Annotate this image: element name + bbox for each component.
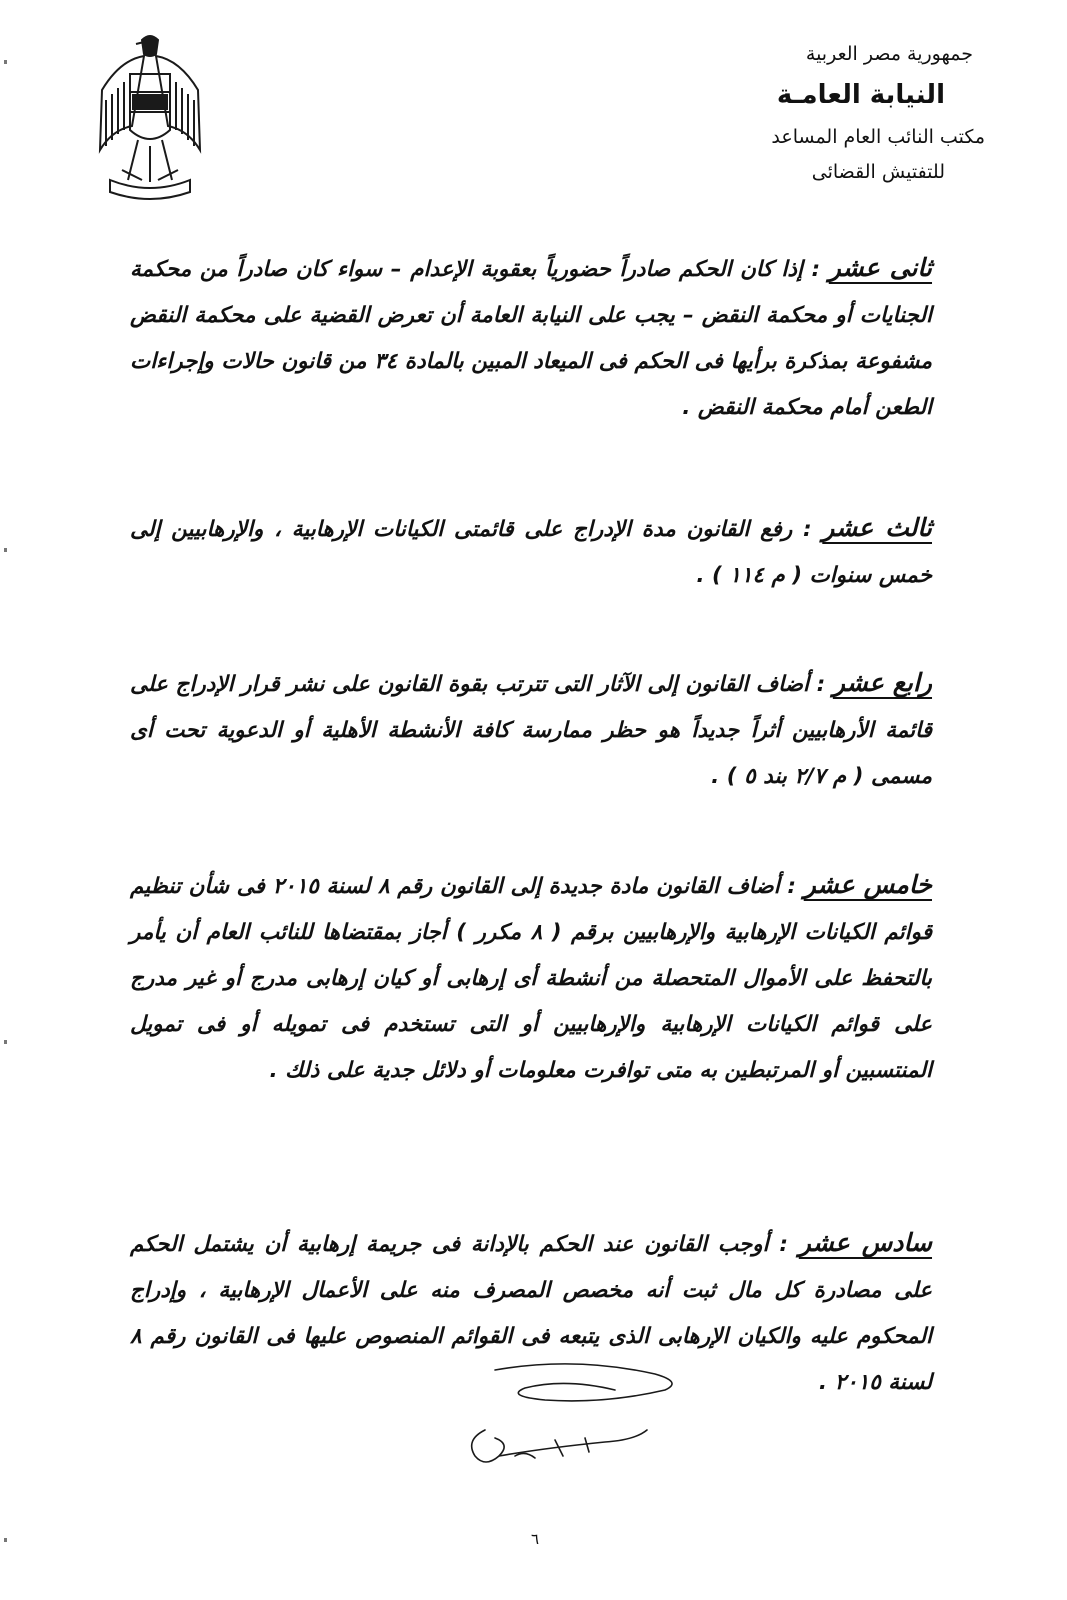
paragraph-thirteenth [130,505,932,599]
scan-mark [4,1538,7,1542]
subdepartment-name: للتفتيش القضائى [811,161,945,183]
paragraph-lead: ثالث عشر [822,513,932,542]
paragraph-lead: رابع عشر [832,668,933,697]
scan-mark [4,60,7,64]
paragraph-twelfth [130,245,932,431]
paragraph-lead: سادس عشر [798,1228,933,1257]
paragraph-text: : رفع القانون مدة الإدراج على قائمتى الكيانات الإرهابية ، والإرهابيين إلى خمس سنوات ( م ١١٤ ) . [130,517,932,588]
country-name: جمهورية مصر العربية [805,43,973,65]
paragraph-lead: خامس عشر [803,870,932,899]
scan-mark [4,548,7,552]
paragraph-text: : أوجب القانون عند الحكم بالإدانة فى جريمة إرهابية أن يشتمل الحكم على مصادرة كل مال ثبت أنه مخصص المصرف منه على الأعمال الإرهابية ، وإدراج المحكوم عليه والكيان الإرهابى الذى يتبعه فى القوائم المنصوص عليها فى القانون رقم ٨ لسنة ٢٠١٥ . [130,1232,932,1395]
signature-icon [455,1360,695,1470]
paragraph-text: : أضاف القانون إلى الآثار التى تترتب بقوة القانون على نشر قرار الإدراج على قائمة الأرهابيين أثراً جديداً هو حظر ممارسة كافة الأنشطة الأهلية أو الدعوية تحت أى مسمى ( م ٢/٧ بند ٥ ) . [130,672,932,789]
department-name: مكتب النائب العام المساعد [771,126,985,148]
office-name: النيابة العامـة [776,80,945,110]
paragraph-fourteenth [130,660,932,800]
scan-mark [4,1040,7,1044]
eagle-emblem-icon [92,30,208,206]
page-number: ٦ [530,1530,540,1548]
paragraph-fifteenth [130,862,932,1094]
paragraph-text: : أضاف القانون مادة جديدة إلى القانون رقم ٨ لسنة ٢٠١٥ فى شأن تنظيم قوائم الكيانات الإرهابية والإرهابيين برقم ( ٨ مكرر ) أجاز بمقتضاها للنائب العام أن يأمر بالتحفظ على الأموال المتحصلة من أنشطة أى إرهابى أو كيان إرهابى مدرج أو غير مدرج على قوائم الكيانات الإرهابية والإرهابيين أو التى تستخدم فى تمويله أو فى تمويل المنتسبين أو المرتبطين به متى توافرت معلومات أو دلائل جدية على ذلك . [130,874,932,1083]
paragraph-lead: ثانى عشر [828,253,933,282]
letterhead [625,40,985,190]
paragraph-text: : إذا كان الحكم صادراً حضورياً بعقوبة الإعدام – سواء كان صادراً من محكمة الجنايات أو محكمة النقض – يجب على النيابة العامة أن تعرض القضية على محكمة النقض مشفوعة بمذكرة برأيها فى الحكم فى الميعاد المبين بالمادة ٣٤ من قانون حالات وإجراءات الطعن أمام محكمة النقض . [130,257,932,420]
